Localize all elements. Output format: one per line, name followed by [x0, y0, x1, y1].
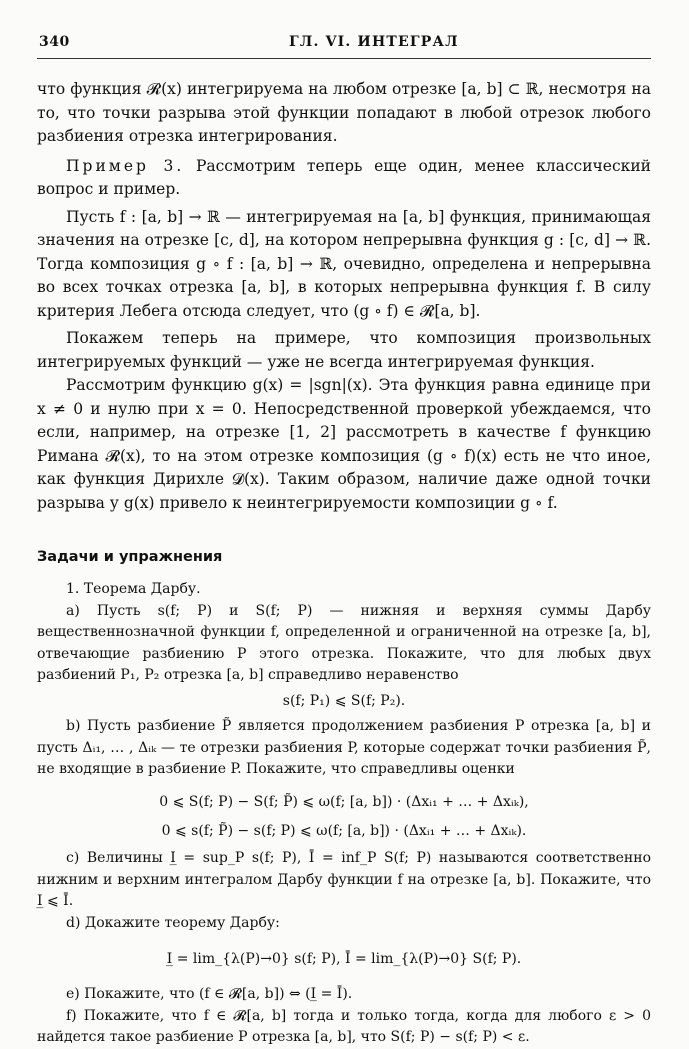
paragraph-counterexample: Рассмотрим функцию g(x) = |sgn|(x). Эта функция равна единице при x ≠ 0 и нулю при x = 0. Непосредственной проверкой убеждаемся, что если, например, на отрезке [1, 2] рассмотреть в качестве f функцию Римана 𝓡(x), то на этом отрезке композиция (g ∘ f)(x) есть не что иное, как функция Дирихле 𝓓(x). Таким образом, наличие даже одной точки разрыва у g(x) привело к неинтегрируемости композиции g ∘ f.: [37, 376, 651, 512]
paragraph-claim: Покажем теперь на примере, что композиция произвольных интегрируемых функций — уже не всегда интегрируемая функция.: [37, 329, 651, 371]
exercise-1a: a) Пусть s(f; P) и S(f; P) — нижняя и верхняя суммы Дарбу вещественнозначной функции f, определенной и ограниченной на отрезке [a, b], отвечающие разбиению P этого отрезка. Покажите, что для любых двух разбиений P₁, P₂ отрезка [a, b] справедливо неравенство: [37, 602, 651, 683]
example-label: Пример 3.: [66, 156, 185, 175]
exercise-1-title: 1. Теорема Дарбу.: [66, 581, 201, 597]
equation-d: I̲ = lim_{λ(P)→0} s(f; P), Ī = lim_{λ(P)→0} S(f; P).: [166, 951, 522, 967]
example-3-text: Рассмотрим теперь еще один, менее классический вопрос и пример.: [37, 156, 651, 198]
page-body: [37, 78, 651, 1049]
paragraph-composition: Пусть f : [a, b] → ℝ — интегрируемая на [a, b] функция, принимающая значения на отрезке [c, d], на котором непрерывна функция g : [c, d] → ℝ. Тогда композиция g ∘ f : [a, b] → ℝ, очевидно, определена и непрерывна во всех точках отрезка [a, b], в которых непрерывна функция f. В силу критерия Лебега отсюда следует, что (g ∘ f) ∈ 𝓡[a, b].: [37, 207, 651, 320]
exercise-1c: c) Величины I̲ = sup_P s(f; P), Ī = inf_P S(f; P) называются соответственно нижним и верхним интегралом Дарбу функции f на отрезке [a, b]. Покажите, что I̲ ⩽ Ī.: [37, 850, 651, 909]
equation-b2: 0 ⩽ s(f; P̃) − s(f; P) ⩽ ω(f; [a, b]) · (Δxᵢ₁ + … + Δxᵢₖ).: [161, 822, 527, 839]
header-rule: [37, 58, 651, 59]
example-3-paragraph: [37, 155, 651, 202]
exercises: [37, 579, 651, 1049]
equation-a: s(f; P₁) ⩽ S(f; P₂).: [282, 692, 406, 709]
main-text: [37, 78, 651, 515]
exercise-1b: b) Пусть разбиение P̃ является продолжением разбиения P отрезка [a, b] и пусть Δᵢ₁, … , Δᵢₖ — те отрезки разбиения P, которые содержат точки разбиения P̃, не входящие в разбиение P. Покажите, что справедливы оценки: [37, 718, 651, 777]
section-title: Задачи и упражнения: [37, 549, 223, 565]
exercise-1d: d) Докажите теорему Дарбу:: [66, 914, 280, 931]
running-title: ГЛ. VI. ИНТЕГРАЛ: [289, 34, 459, 50]
paragraph-continuation: что функция 𝓡(x) интегрируема на любом отрезке [a, b] ⊂ ℝ, несмотря на то, что точки разрыва этой функции попадают в любой отрезок любого разбиения отрезка интегрирования.: [37, 80, 651, 145]
exercise-1f: f) Покажите, что f ∈ 𝓡[a, b] тогда и только тогда, когда для любого ε > 0 найдется такое разбиение P отрезка [a, b], что S(f; P) − s(f; P) < ε.: [37, 1007, 651, 1045]
page-number: 340: [39, 34, 70, 50]
exercise-1e: e) Покажите, что (f ∈ 𝓡[a, b]) ⇔ (I̲ = Ī).: [66, 986, 353, 1002]
equation-b1: 0 ⩽ S(f; P) − S(f; P̃) ⩽ ω(f; [a, b]) · (Δxᵢ₁ + … + Δxᵢₖ),: [159, 793, 529, 810]
